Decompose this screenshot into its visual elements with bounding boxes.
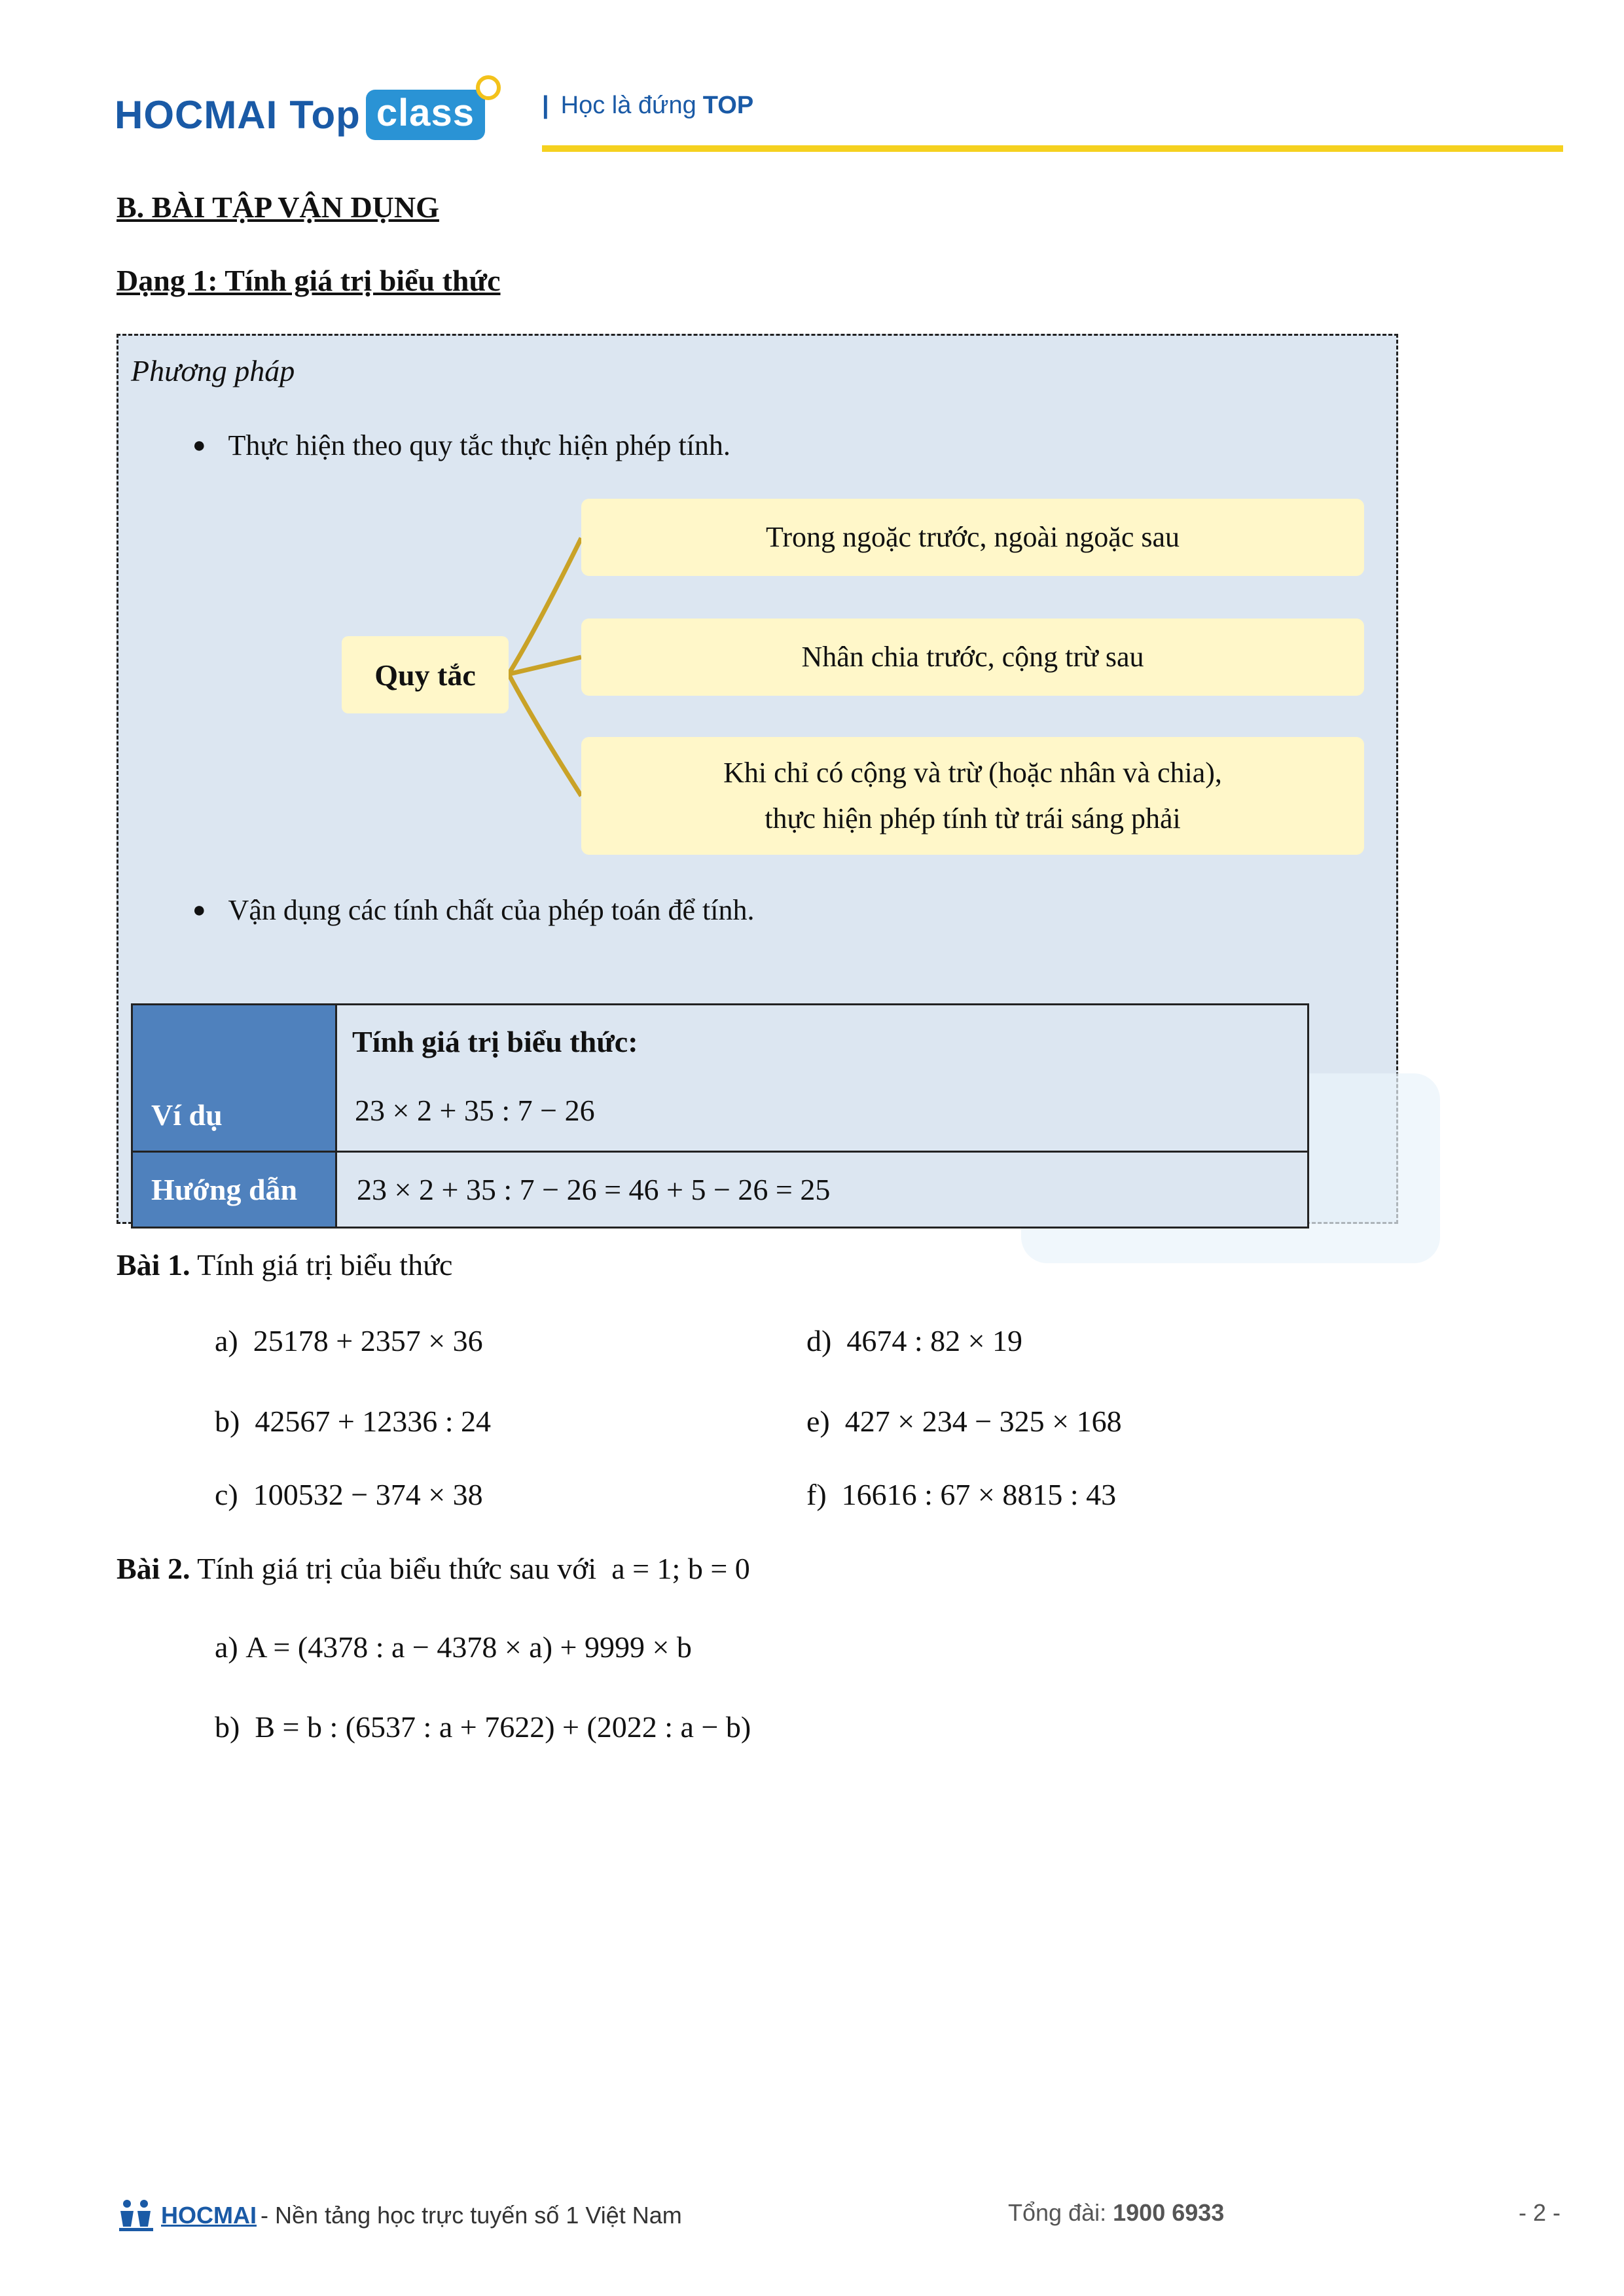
item-expr: 25178 + 2357 × 36 xyxy=(253,1324,483,1357)
rule-3-line-1: Khi chỉ có cộng và trừ (hoặc nhân và chia), xyxy=(723,757,1222,789)
item-expr: 100532 − 374 × 38 xyxy=(253,1478,483,1511)
method-bullet-2 xyxy=(192,893,755,927)
item-key: c) xyxy=(215,1478,238,1511)
bullet-icon: ● xyxy=(192,433,206,457)
logo-hocmai: HOCMAI xyxy=(115,92,278,137)
dang-title: Dạng 1: Tính giá trị biểu thức xyxy=(117,264,501,297)
tagline-bar: | xyxy=(542,92,549,119)
logo-class xyxy=(366,90,485,140)
item-expr: 42567 + 12336 : 24 xyxy=(255,1405,492,1438)
tagline-top: TOP xyxy=(702,92,754,119)
item-expr: B = b : (6537 : a + 7622) + (2022 : a − b) xyxy=(255,1710,751,1744)
tagline-text: Học là đứng xyxy=(560,92,696,119)
item-key: b) xyxy=(215,1710,240,1744)
bai-2-condition: a = 1; b = 0 xyxy=(611,1552,750,1585)
item-key: b) xyxy=(215,1405,240,1438)
hotline xyxy=(1008,2199,1224,2227)
method-bullet-1-text: Thực hiện theo quy tắc thực hiện phép tính. xyxy=(228,429,731,461)
hotline-number: 1900 6933 xyxy=(1113,2199,1225,2226)
rule-center: Quy tắc xyxy=(342,636,509,713)
sun-icon xyxy=(476,75,501,100)
bai-1-text: Tính giá trị biểu thức xyxy=(197,1248,453,1282)
footer-logo xyxy=(117,2198,257,2233)
item-expr: 4674 : 82 × 19 xyxy=(846,1324,1023,1357)
item-key: e) xyxy=(806,1405,830,1438)
example-solution-text: 23 × 2 + 35 : 7 − 26 = 46 + 5 − 26 = 25 xyxy=(357,1173,831,1206)
bai-1-item-d xyxy=(806,1323,1022,1358)
bai-2-label: Bài 2. xyxy=(117,1552,190,1585)
item-key: a) xyxy=(215,1630,238,1664)
example-heading: Tính giá trị biểu thức: xyxy=(352,1025,638,1058)
method-bullet-2-text: Vận dụng các tính chất của phép toán để tính. xyxy=(228,894,755,926)
example-expression: 23 × 2 + 35 : 7 − 26 xyxy=(355,1094,595,1127)
example-label-vi-du: Ví dụ xyxy=(131,1003,337,1153)
hocmai-topclass-logo xyxy=(115,85,485,144)
hocmai-people-icon xyxy=(117,2198,156,2233)
bai-1-item-f xyxy=(806,1477,1116,1512)
tagline xyxy=(542,92,753,120)
example-label-huong-dan: Hướng dẫn xyxy=(131,1151,337,1229)
rule-2-text: Nhân chia trước, cộng trừ sau xyxy=(801,641,1144,673)
header-rule xyxy=(542,145,1563,152)
item-expr: A = (4378 : a − 4378 × a) + 9999 × b xyxy=(245,1630,692,1664)
bai-2-item-b xyxy=(215,1710,751,1744)
bai-1-item-e xyxy=(806,1404,1122,1439)
bai-2-item-a xyxy=(215,1630,692,1664)
rule-box-3 xyxy=(581,737,1364,855)
bai-1-item-a xyxy=(215,1323,483,1358)
bai-2-text: Tính giá trị của biểu thức sau với xyxy=(197,1552,597,1585)
footer-text: - Nền tảng học trực tuyến số 1 Việt Nam xyxy=(261,2202,682,2229)
example-solution xyxy=(335,1151,1309,1229)
rule-box-1 xyxy=(581,499,1364,576)
rule-3-line-2: thực hiện phép tính từ trái sáng phải xyxy=(765,802,1181,834)
item-key: d) xyxy=(806,1324,832,1357)
section-title: B. BÀI TẬP VẬN DỤNG xyxy=(117,190,439,224)
footer-brand-link[interactable]: HOCMAI xyxy=(161,2202,257,2229)
bullet-icon: ● xyxy=(192,897,206,922)
rule-box-2 xyxy=(581,619,1364,696)
bai-2-title xyxy=(117,1551,750,1586)
bai-1-title xyxy=(117,1247,452,1282)
bai-1-item-c xyxy=(215,1477,483,1512)
method-bullet-1 xyxy=(192,429,731,462)
bai-1-label: Bài 1. xyxy=(117,1248,190,1282)
page-number: - 2 - xyxy=(1519,2199,1561,2226)
footer xyxy=(117,2196,1566,2235)
rule-1-text: Trong ngoặc trước, ngoài ngoặc sau xyxy=(765,521,1180,553)
item-expr: 427 × 234 − 325 × 168 xyxy=(844,1405,1122,1438)
item-expr: 16616 : 67 × 8815 : 43 xyxy=(841,1478,1117,1511)
method-label: Phương pháp xyxy=(131,354,295,387)
logo-top: Top xyxy=(289,92,361,137)
bai-1-item-b xyxy=(215,1404,491,1439)
hotline-label: Tổng đài: xyxy=(1008,2199,1107,2226)
item-key: f) xyxy=(806,1478,827,1511)
item-key: a) xyxy=(215,1324,238,1357)
logo-class-label: class xyxy=(376,91,475,134)
